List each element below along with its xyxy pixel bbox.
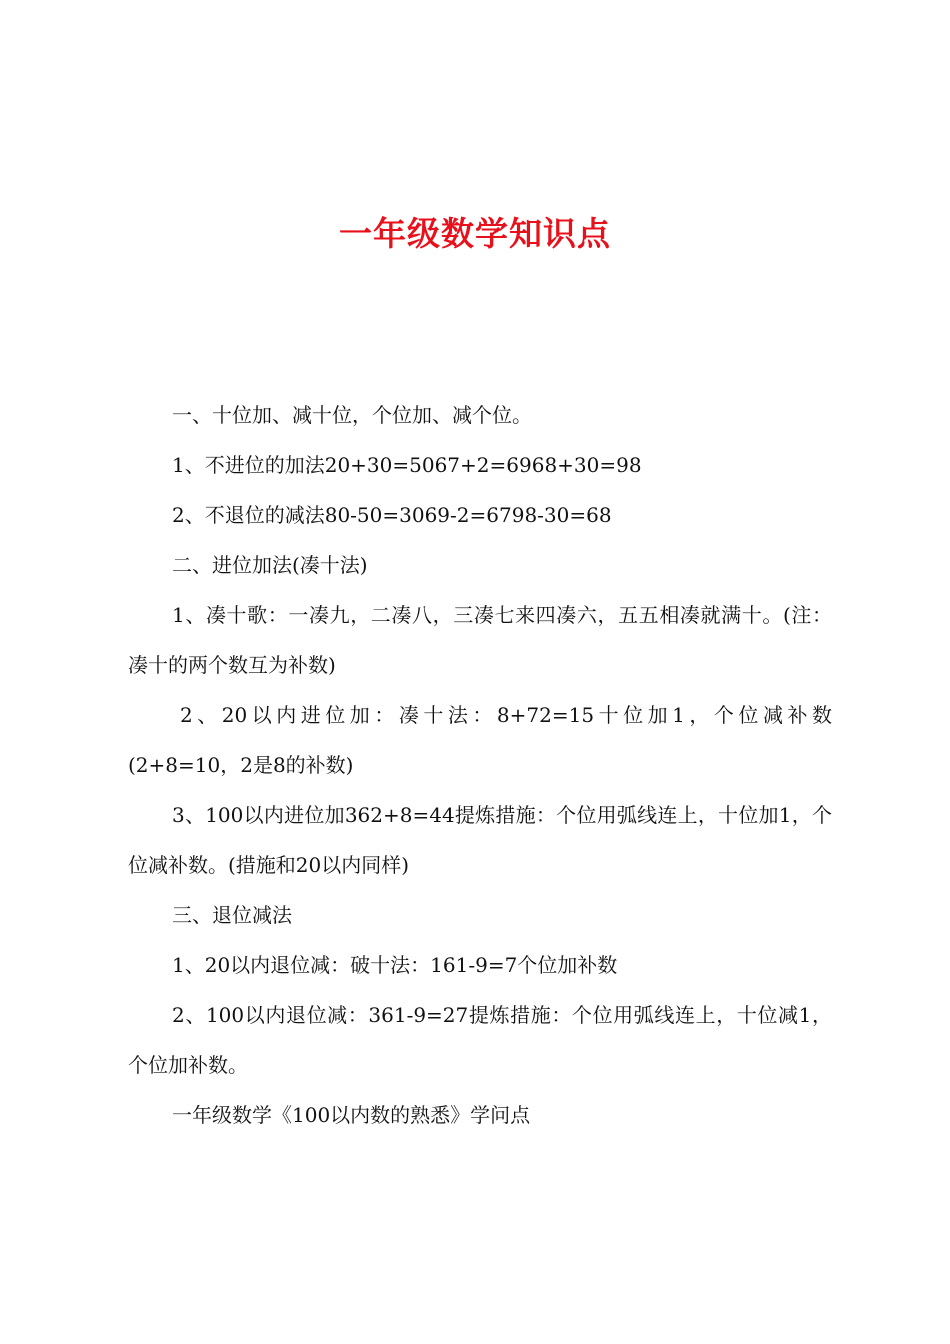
paragraph-2-2: 2、20以内进位加：凑十法：8+72=15十位加1，个位减补数(2+8=10，2是8的补数) <box>128 703 832 777</box>
paragraph-2-3: 3、100以内进位加362+8=44提炼措施：个位用弧线连上，十位加1，个位减补数。(措施和20以内同样) <box>128 803 832 877</box>
paragraph-2-1: 1、凑十歌：一凑九，二凑八，三凑七来四凑六，五五相凑就满十。(注：凑十的两个数互为补数) <box>128 603 832 677</box>
paragraph-1-2: 2、不退位的减法80-50=3069-2=6798-30=68 <box>172 503 612 527</box>
document-body <box>128 390 832 1140</box>
paragraph-section-1: 一、十位加、减十位，个位加、减个位。 <box>172 403 532 427</box>
paragraph-section-3: 三、退位减法 <box>172 903 292 927</box>
paragraph-subheading: 一年级数学《100以内数的熟悉》学问点 <box>172 1103 531 1127</box>
paragraph-3-1: 1、20以内退位减：破十法：161-9=7个位加补数 <box>172 953 618 977</box>
paragraph-section-2: 二、进位加法(凑十法) <box>172 553 368 577</box>
paragraph-3-2: 2、100以内退位减：361-9=27提炼措施：个位用弧线连上，十位减1，个位加补数。 <box>128 1003 832 1077</box>
document-title: 一年级数学知识点 <box>339 214 611 253</box>
paragraph-1-1: 1、不进位的加法20+30=5067+2=6968+30=98 <box>172 453 642 477</box>
